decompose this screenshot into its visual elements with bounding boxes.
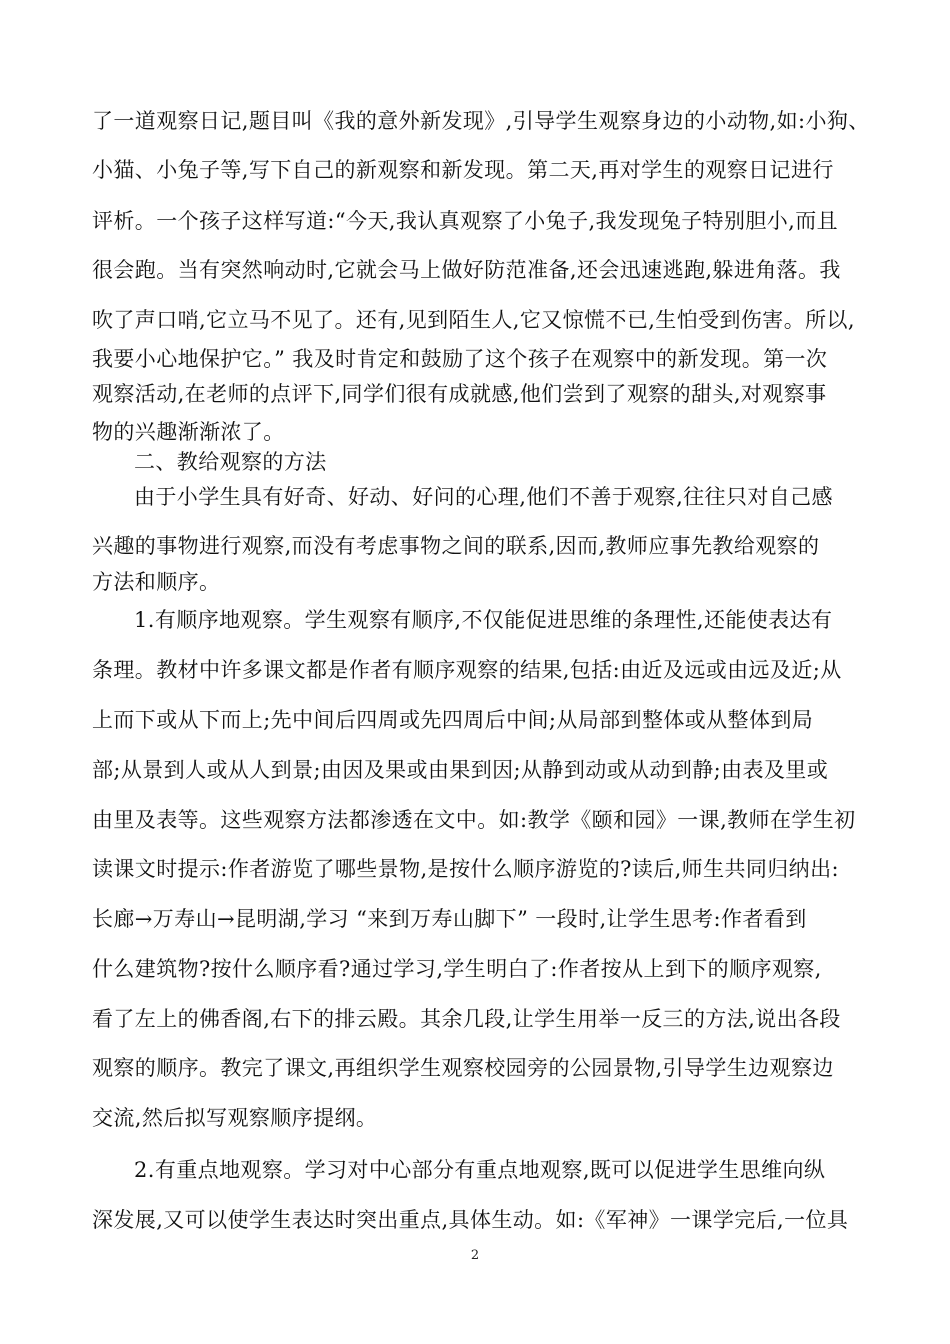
- text-line-11: 兴趣的事物进行观察,而没有考虑事物之间的联系,因而,教师应事先教给观察的: [92, 534, 820, 558]
- page-number: 2: [470, 1248, 480, 1263]
- text-line-18: 读课文时提示:作者游览了哪些景物,是按什么顺序游览的?读后,师生共同归纳出:: [92, 857, 839, 881]
- text-line-15: 上而下或从下而上;先中间后四周或先四周后中间;从局部到整体或从整体到局: [92, 708, 814, 732]
- text-line-7: 观察活动,在老师的点评下,同学们很有成就感,他们尝到了观察的甜头,对观察事: [92, 382, 827, 406]
- text-line-5: 吹了声口哨,它立马不见了。还有,见到陌生人,它又惊慌不已,生怕受到伤害。所以,: [92, 308, 855, 332]
- text-line-19: 长廊→万寿山→昆明湖,学习 “来到万寿山脚下” 一段时,让学生思考:作者看到: [92, 907, 807, 931]
- text-line-22: 观察的顺序。教完了课文,再组织学生观察校园旁的公园景物,引导学生边观察边: [92, 1056, 834, 1080]
- text-line-17: 由里及表等。这些观察方法都渗透在文中。如:教学《颐和园》一课,教师在学生初: [92, 808, 856, 832]
- text-line-1: 了一道观察日记,题目叫《我的意外新发现》,引导学生观察身边的小动物,如:小狗、: [92, 109, 870, 133]
- text-line-20: 什么建筑物?按什么顺序看?通过学习,学生明白了:作者按从上到下的顺序观察,: [92, 957, 822, 981]
- text-line-13: 1.有顺序地观察。学生观察有顺序,不仅能促进思维的条理性,还能使表达有: [134, 608, 833, 632]
- text-line-6: 我要小心地保护它。” 我及时肯定和鼓励了这个孩子在观察中的新发现。第一次: [92, 347, 828, 371]
- text-line-21: 看了左上的佛香阁,右下的排云殿。其余几段,让学生用举一反三的方法,说出各段: [92, 1007, 841, 1031]
- section-heading: 二、教给观察的方法: [134, 450, 327, 474]
- text-line-12: 方法和顺序。: [92, 570, 221, 594]
- text-line-23: 交流,然后拟写观察顺序提纲。: [92, 1106, 378, 1130]
- text-line-14: 条理。教材中许多课文都是作者有顺序观察的结果,包括:由近及远或由远及近;从: [92, 658, 842, 682]
- text-line-24: 2.有重点地观察。学习对中心部分有重点地观察,既可以促进学生思维向纵: [134, 1158, 826, 1182]
- text-line-16: 部;从景到人或从人到景;由因及果或由果到因;从静到动或从动到静;由表及里或: [92, 758, 829, 782]
- text-line-10: 由于小学生具有好奇、好动、好问的心理,他们不善于观察,往往只对自己感: [134, 485, 833, 509]
- text-line-25: 深发展,又可以使学生表达时突出重点,具体生动。如:《军神》一课学完后,一位具: [92, 1208, 849, 1232]
- text-line-3: 评析。一个孩子这样写道:“今天,我认真观察了小兔子,我发现兔子特别胆小,而且: [92, 209, 839, 233]
- text-line-4: 很会跑。当有突然响动时,它就会马上做好防范准备,还会迅速逃跑,躲进角落。我: [92, 258, 841, 282]
- text-line-8: 物的兴趣渐渐浓了。: [92, 420, 285, 444]
- text-line-2: 小猫、小兔子等,写下自己的新观察和新发现。第二天,再对学生的观察日记进行: [92, 158, 834, 182]
